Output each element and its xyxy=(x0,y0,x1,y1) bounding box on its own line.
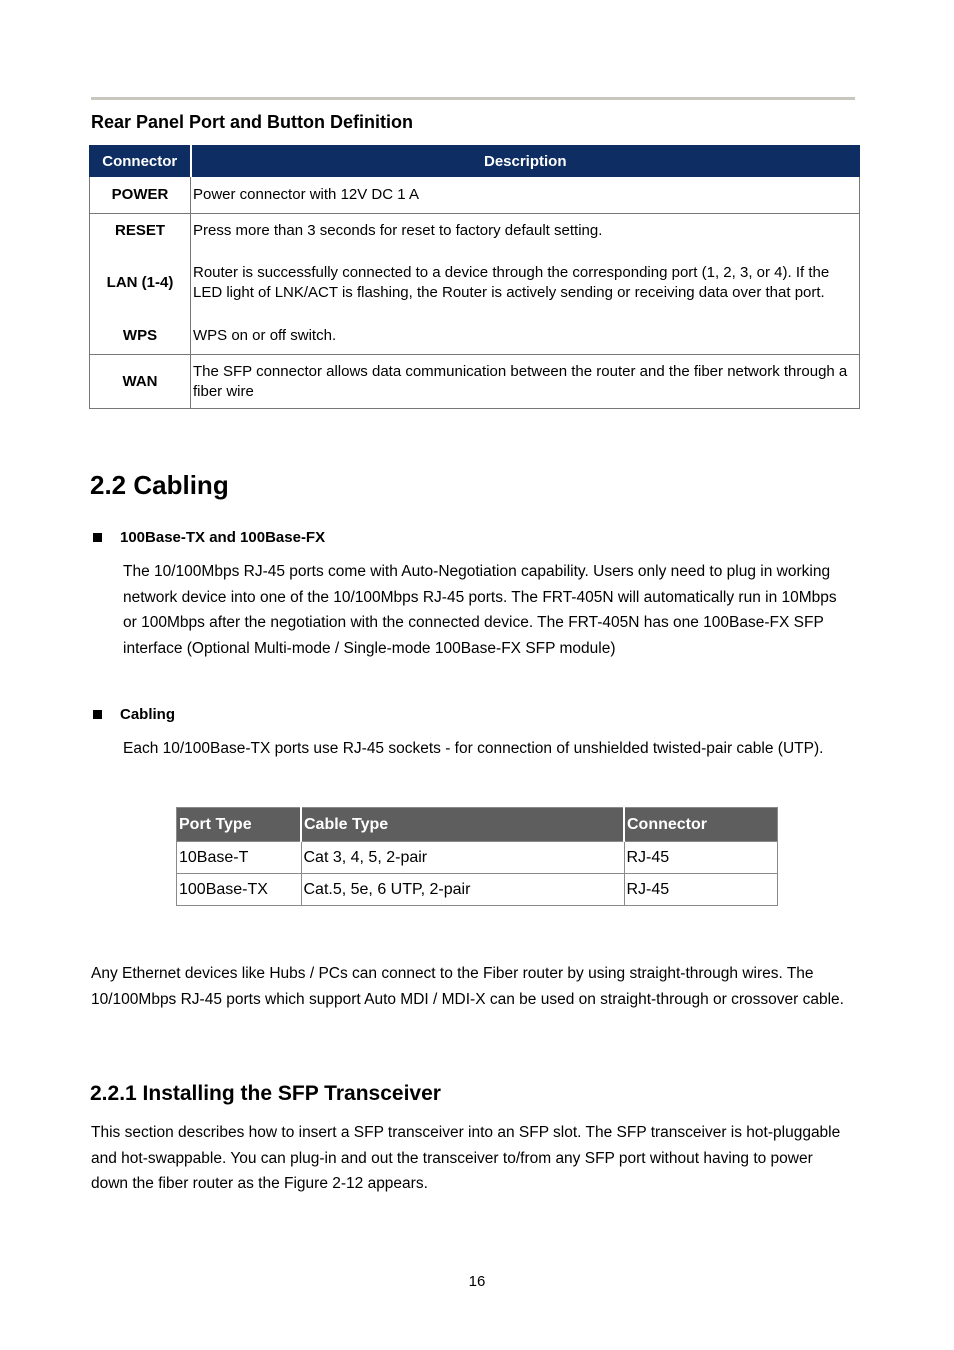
sfp-paragraph xyxy=(91,1120,840,1197)
paragraph-line: and hot-swappable. You can plug-in and out the transceiver to/from any SFP port without having to power xyxy=(91,1149,813,1167)
table-row xyxy=(90,355,860,409)
column-header: Connector xyxy=(624,808,778,842)
column-header: Cable Type xyxy=(301,808,624,842)
connector-cell: WPS xyxy=(90,319,191,355)
connector-cell: POWER xyxy=(90,177,191,214)
connector-cell: LAN (1-4) xyxy=(90,248,191,319)
table-row xyxy=(177,842,778,874)
description-cell: Power connector with 12V DC 1 A xyxy=(191,177,860,214)
square-bullet-icon xyxy=(93,710,102,719)
paragraph-line: This section describes how to insert a SFP transceiver into an SFP slot. The SFP transceiver is hot-pluggable xyxy=(91,1124,841,1141)
table-cell: 100Base-TX xyxy=(177,874,302,906)
table-row xyxy=(90,214,860,248)
rear-panel-heading: Rear Panel Port and Button Definition xyxy=(91,112,414,132)
table-cell: 10Base-T xyxy=(177,842,302,874)
square-bullet-icon xyxy=(93,533,102,542)
column-header: Connector xyxy=(90,146,191,177)
item1-title: 100Base-TX and 100Base-FX xyxy=(120,529,326,546)
cable-type-table xyxy=(176,807,778,906)
table-header-row xyxy=(90,146,860,177)
table-row xyxy=(90,177,860,214)
paragraph-line: Any Ethernet devices like Hubs / PCs can connect to the Fiber router by using straight-through wires. The xyxy=(91,965,814,982)
item2-title: Cabling xyxy=(120,706,175,723)
item1-paragraph xyxy=(123,559,837,662)
paragraph-line: or 100Mbps after the negotiation with the connected device. The FRT-405N has one 100Base-FX SFP xyxy=(123,614,824,632)
description-cell: Press more than 3 seconds for reset to factory default setting. xyxy=(191,214,860,248)
page-number: 16 xyxy=(468,1273,486,1290)
table-row xyxy=(90,248,860,319)
header-rule xyxy=(91,97,855,100)
cabling-heading: 2.2 Cabling xyxy=(90,470,229,500)
description-cell: Router is successfully connected to a device through the corresponding port (1, 2, 3, or 4). If the LED light of LNK/ACT is flashing, the Router is actively sending or receiving data over that port. xyxy=(191,248,860,319)
table-row xyxy=(90,319,860,355)
paragraph-line: network device into one of the 10/100Mbps RJ-45 ports. The FRT-405N will automatically run in 10Mbps xyxy=(123,588,837,606)
description-cell: WPS on or off switch. xyxy=(191,319,860,355)
table-row xyxy=(177,874,778,906)
paragraph-line: 10/100Mbps RJ-45 ports which support Auto MDI / MDI-X can be used on straight-through or crossover cable. xyxy=(91,990,844,1008)
ethernet-note-paragraph xyxy=(91,961,844,1012)
rear-panel-table xyxy=(89,145,860,409)
paragraph-line: down the fiber router as the Figure 2-12 appears. xyxy=(91,1175,428,1193)
table-cell: Cat.5, 5e, 6 UTP, 2-pair xyxy=(301,874,624,906)
paragraph-line: interface (Optional Multi-mode / Single-mode 100Base-FX SFP module) xyxy=(123,640,616,658)
table-cell: Cat 3, 4, 5, 2-pair xyxy=(301,842,624,874)
connector-cell: WAN xyxy=(90,355,191,409)
item2-paragraph: Each 10/100Base-TX ports use RJ-45 sockets - for connection of unshielded twisted-pair cable (UTP). xyxy=(123,740,824,757)
description-cell: The SFP connector allows data communication between the router and the fiber network through a fiber wire xyxy=(191,355,860,409)
connector-cell: RESET xyxy=(90,214,191,248)
sfp-heading: 2.2.1 Installing the SFP Transceiver xyxy=(90,1082,441,1105)
table-header-row xyxy=(177,808,778,842)
paragraph-line: The 10/100Mbps RJ-45 ports come with Auto-Negotiation capability. Users only need to plug in working xyxy=(123,563,831,580)
table-cell: RJ-45 xyxy=(624,874,778,906)
column-header: Port Type xyxy=(177,808,302,842)
table-cell: RJ-45 xyxy=(624,842,778,874)
column-header: Description xyxy=(191,146,860,177)
